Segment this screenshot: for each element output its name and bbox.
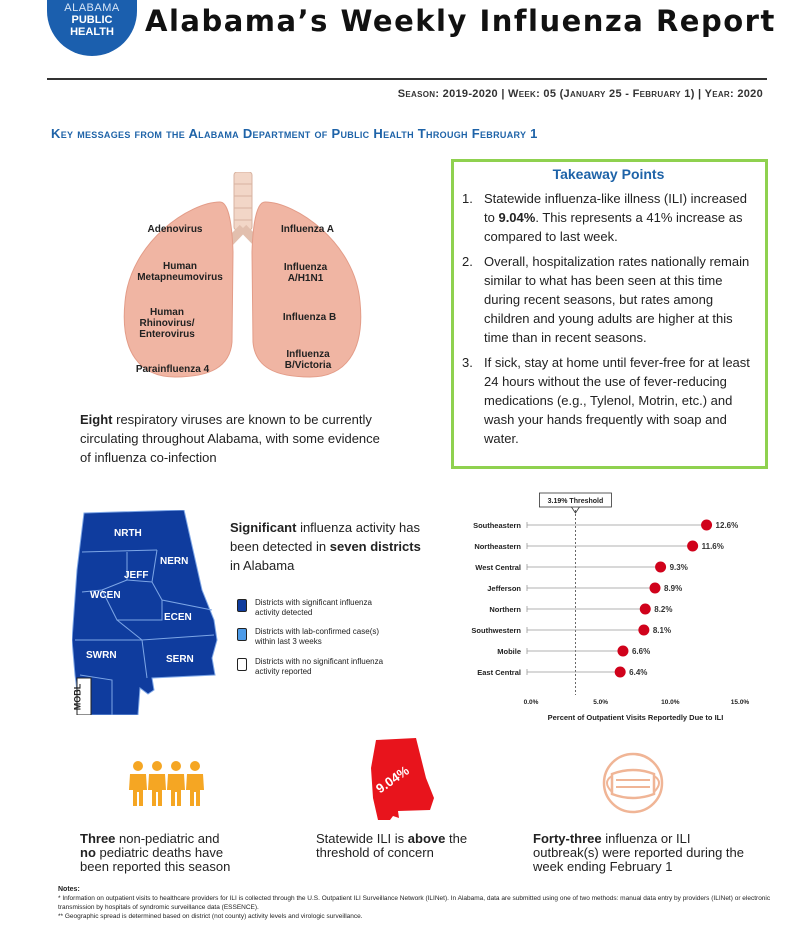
threshold-label: 3.19% Threshold xyxy=(547,498,604,505)
takeaway-box xyxy=(451,159,768,469)
alabama-map-icon xyxy=(72,510,232,715)
data-point xyxy=(687,541,698,552)
legend-none-swatch xyxy=(237,658,247,671)
virus-parainfluenza: Parainfluenza 4 xyxy=(135,364,210,375)
virus-rhinovirus: Human Rhinovirus/ Enterovirus xyxy=(139,307,195,340)
key-messages-heading: Key messages from the Alabama Department of Public Health Through February 1 xyxy=(51,126,538,141)
data-point xyxy=(615,667,626,678)
category-label: Mobile xyxy=(497,647,521,656)
person-body xyxy=(167,774,185,806)
virus-influenza-b-victoria: Influenza B/Victoria xyxy=(284,349,332,371)
face-mask-icon xyxy=(596,752,670,814)
ili-text-1: Statewide ILI is xyxy=(316,831,408,846)
value-label: 12.6% xyxy=(715,521,739,530)
data-point xyxy=(655,562,666,573)
takeaway-point-3-number: 3. xyxy=(462,355,473,370)
person-head xyxy=(171,761,181,771)
legend-lab-label: Districts with lab-confirmed case(s) within last 3 weeks xyxy=(255,627,380,646)
category-label: Jefferson xyxy=(487,584,521,593)
virus-influenza-b: Influenza B xyxy=(282,312,337,323)
person-body xyxy=(129,774,147,806)
activity-summary-bold-1: Significant xyxy=(230,520,297,535)
category-label: Northeastern xyxy=(474,542,521,551)
person-head xyxy=(133,761,143,771)
x-tick-label: 10.0% xyxy=(661,699,680,706)
adph-logo xyxy=(47,0,137,56)
viruses-caption-count: Eight xyxy=(80,412,113,427)
takeaway-point-3 xyxy=(462,353,755,448)
virus-influenza-a: Influenza A xyxy=(281,224,334,235)
district-jeff: JEFF xyxy=(124,570,149,581)
outbreak-summary xyxy=(533,832,748,874)
activity-summary xyxy=(230,518,430,575)
virus-adenovirus: Adenovirus xyxy=(147,224,203,235)
lungs-illustration xyxy=(120,172,365,392)
x-tick-label: 0.0% xyxy=(523,699,539,706)
value-label: 6.6% xyxy=(631,647,651,656)
ili-threshold-summary xyxy=(316,832,496,860)
ili-by-district-chart xyxy=(455,490,770,730)
deaths-nonpediatric-count: Three xyxy=(80,831,116,846)
ili-chart-svg xyxy=(455,490,770,730)
person-head xyxy=(152,761,162,771)
viruses-caption-text: respiratory viruses are known to be currently circulating throughout Alabama, with some evidence of influenza co-infection xyxy=(80,412,380,465)
legend-none-label: Districts with no significant influenza activity reported xyxy=(255,657,384,676)
legend-lab-swatch xyxy=(237,628,247,641)
logo-line-2: PUBLIC xyxy=(71,14,113,26)
viruses-caption xyxy=(80,410,390,467)
data-point xyxy=(640,604,651,615)
data-point xyxy=(650,583,661,594)
virus-metapneumovirus: Human Metapneumovirus xyxy=(137,261,223,283)
takeaway-point-1-text-a: Statewide influenza-like illness (ILI) increased to xyxy=(484,191,748,225)
takeaway-point-1-value: 9.04% xyxy=(498,210,536,225)
category-label: Northern xyxy=(489,605,521,614)
activity-summary-text-2: in Alabama xyxy=(230,558,295,573)
takeaway-point-1 xyxy=(462,189,755,246)
category-label: Southeastern xyxy=(473,521,521,530)
report-title: Alabama’s Weekly Influenza Report xyxy=(145,4,776,38)
activity-summary-bold-2: seven districts xyxy=(329,539,421,554)
data-point xyxy=(638,625,649,636)
logo-line-3: HEALTH xyxy=(70,26,114,38)
category-label: East Central xyxy=(477,668,521,677)
district-swrn: SWRN xyxy=(86,650,117,661)
district-nrth: NRTH xyxy=(114,528,142,539)
x-tick-label: 5.0% xyxy=(593,699,609,706)
notes-section xyxy=(58,885,778,921)
district-sern: SERN xyxy=(166,654,194,665)
x-axis-label: Percent of Outpatient Visits Reportedly Due to ILI xyxy=(547,713,724,722)
value-label: 9.3% xyxy=(669,563,688,572)
takeaway-point-3-text: If sick, stay at home until fever-free for at least 24 hours without the use of fever-reducing medications (e.g., Tylenol, Motrin, etc.) and wash your hands frequently with soap and water. xyxy=(484,355,750,446)
virus-influenza-h1n1: Influenza A/H1N1 xyxy=(283,262,328,284)
person-head xyxy=(190,761,200,771)
district-mobl: MOBL xyxy=(72,683,83,711)
district-wcen: WCEN xyxy=(90,590,121,601)
takeaway-point-2-number: 2. xyxy=(462,254,473,269)
statewide-ili-value: 9.04% xyxy=(373,762,412,797)
data-point xyxy=(701,520,712,531)
takeaway-point-2-text: Overall, hospitalization rates nationally remain similar to what has been seen at this time during recent seasons, but rates among children and young adults are higher at this time than in recent seasons. xyxy=(484,254,750,345)
deaths-summary xyxy=(80,832,255,874)
value-label: 6.4% xyxy=(629,668,648,677)
season-line: Season: 2019-2020 | Week: 05 (January 25 - February 1) | Year: 2020 xyxy=(397,88,763,100)
legend-significant-swatch xyxy=(237,599,247,612)
deaths-pediatric-count: no xyxy=(80,845,96,860)
ili-text-2: the threshold of concern xyxy=(316,831,468,860)
takeaway-title: Takeaway Points xyxy=(552,166,665,182)
people-icon xyxy=(128,760,208,806)
alabama-state-icon xyxy=(368,738,438,820)
takeaway-point-1-text-b: . This represents a 41% increase as compared to last week. xyxy=(484,210,743,244)
logo-line-1: ALABAMA xyxy=(64,2,120,14)
notes-title: Notes: xyxy=(58,886,80,893)
value-label: 8.1% xyxy=(652,626,672,635)
data-point xyxy=(617,646,628,657)
alabama-district-map xyxy=(72,510,232,715)
category-label: Southwestern xyxy=(471,626,521,635)
district-ecen: ECEN xyxy=(164,612,192,623)
outbreak-count: Forty-three xyxy=(533,831,602,846)
legend-significant-label: Districts with significant influenza activity detected xyxy=(255,598,372,617)
outbreak-text: influenza or ILI outbreak(s) were reported during the week ending February 1 xyxy=(533,831,745,874)
takeaway-point-2 xyxy=(462,252,755,347)
deaths-text-2: pediatric deaths have been reported this season xyxy=(80,845,231,874)
value-label: 8.9% xyxy=(664,584,683,593)
x-tick-label: 15.0% xyxy=(730,699,750,706)
activity-summary-text-1: influenza activity has been detected in xyxy=(230,520,421,554)
header-divider xyxy=(47,78,767,80)
note-1: * Information on outpatient visits to healthcare providers for ILI is collected through the U.S. Outpatient ILI Surveillance Network (ILINet). In Alabama, data are submitted using one of two methods: manual data entry by providers (ILINet) or electronic transmission by hospitals of syndromic surveillance data (ESSENCE). xyxy=(58,895,771,911)
deaths-text-1: non-pediatric and xyxy=(115,831,220,846)
person-body xyxy=(148,774,166,806)
district-nern: NERN xyxy=(160,556,189,567)
value-label: 8.2% xyxy=(654,605,673,614)
value-label: 11.6% xyxy=(701,542,724,551)
category-label: West Central xyxy=(475,563,521,572)
person-body xyxy=(186,774,204,806)
note-2: ** Geographic spread is determined based on district (not county) activity levels and virologic surveillance. xyxy=(58,913,363,920)
takeaway-point-1-number: 1. xyxy=(462,191,473,206)
ili-above-word: above xyxy=(407,831,446,846)
